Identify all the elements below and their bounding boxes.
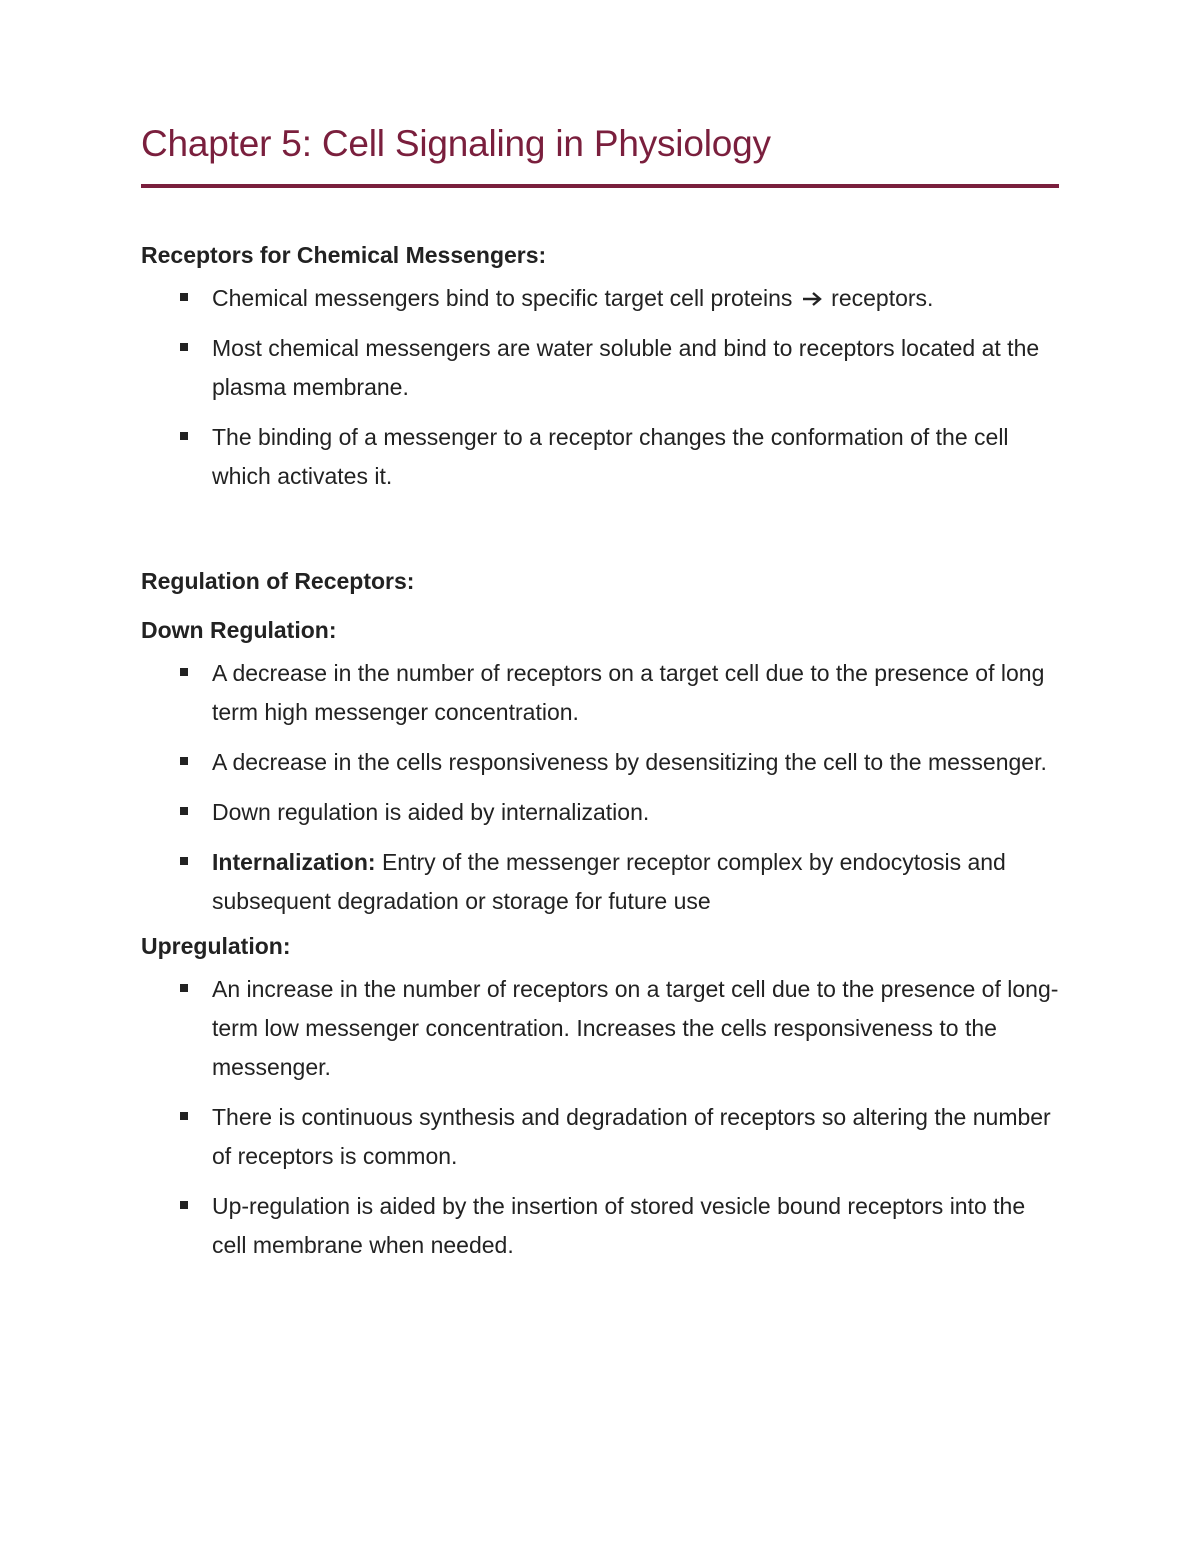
list-item <box>141 329 1059 407</box>
list-item-text: receptors. <box>831 285 934 311</box>
subheading-upregulation: Upregulation: <box>141 933 291 959</box>
list-item <box>141 1187 1059 1265</box>
square-bullet-icon <box>180 432 188 440</box>
section-heading-receptors: Receptors for Chemical Messengers: <box>141 242 547 268</box>
list-item-text: Entry of the messenger receptor complex by endocytosis and subsequent degradation or storage for future use <box>212 849 1006 914</box>
square-bullet-icon <box>180 807 188 815</box>
square-bullet-icon <box>180 857 188 865</box>
square-bullet-icon <box>180 1112 188 1120</box>
receptors-list <box>141 279 1059 496</box>
section-heading-regulation: Regulation of Receptors: <box>141 568 415 594</box>
right-arrow-icon <box>801 291 823 307</box>
list-item <box>141 418 1059 496</box>
square-bullet-icon <box>180 343 188 351</box>
list-item-text: There is continuous synthesis and degradation of receptors so altering the number of receptors is common. <box>212 1104 1051 1169</box>
list-item <box>141 970 1059 1087</box>
list-item <box>141 793 1059 832</box>
list-item <box>141 843 1059 921</box>
square-bullet-icon <box>180 1201 188 1209</box>
list-item-text: A decrease in the number of receptors on a target cell due to the presence of long term high messenger concentration. <box>212 660 1045 725</box>
document-page <box>141 118 1059 1276</box>
list-item-text: Down regulation is aided by internalization. <box>212 799 650 825</box>
title-divider <box>141 184 1059 188</box>
list-item <box>141 279 1059 318</box>
upregulation-list <box>141 970 1059 1265</box>
list-item-text: Chemical messengers bind to specific target cell proteins <box>212 285 793 311</box>
list-item-text: An increase in the number of receptors on a target cell due to the presence of long-term low messenger concentration. Increases the cells responsiveness to the messenger. <box>212 976 1059 1080</box>
square-bullet-icon <box>180 984 188 992</box>
list-item <box>141 1098 1059 1176</box>
subheading-down-regulation: Down Regulation: <box>141 617 337 643</box>
list-item-text: Up-regulation is aided by the insertion of stored vesicle bound receptors into the cell membrane when needed. <box>212 1193 1026 1258</box>
square-bullet-icon <box>180 293 188 301</box>
list-item-text: A decrease in the cells responsiveness by desensitizing the cell to the messenger. <box>212 749 1047 775</box>
square-bullet-icon <box>180 757 188 765</box>
page-title: Chapter 5: Cell Signaling in Physiology <box>141 123 771 164</box>
list-item <box>141 743 1059 782</box>
down-regulation-list <box>141 654 1059 921</box>
square-bullet-icon <box>180 668 188 676</box>
list-item <box>141 654 1059 732</box>
list-item-text: Most chemical messengers are water soluble and bind to receptors located at the plasma membrane. <box>212 335 1040 400</box>
list-item-text: The binding of a messenger to a receptor changes the conformation of the cell which activates it. <box>212 424 1009 489</box>
term-label: Internalization: <box>212 849 376 875</box>
